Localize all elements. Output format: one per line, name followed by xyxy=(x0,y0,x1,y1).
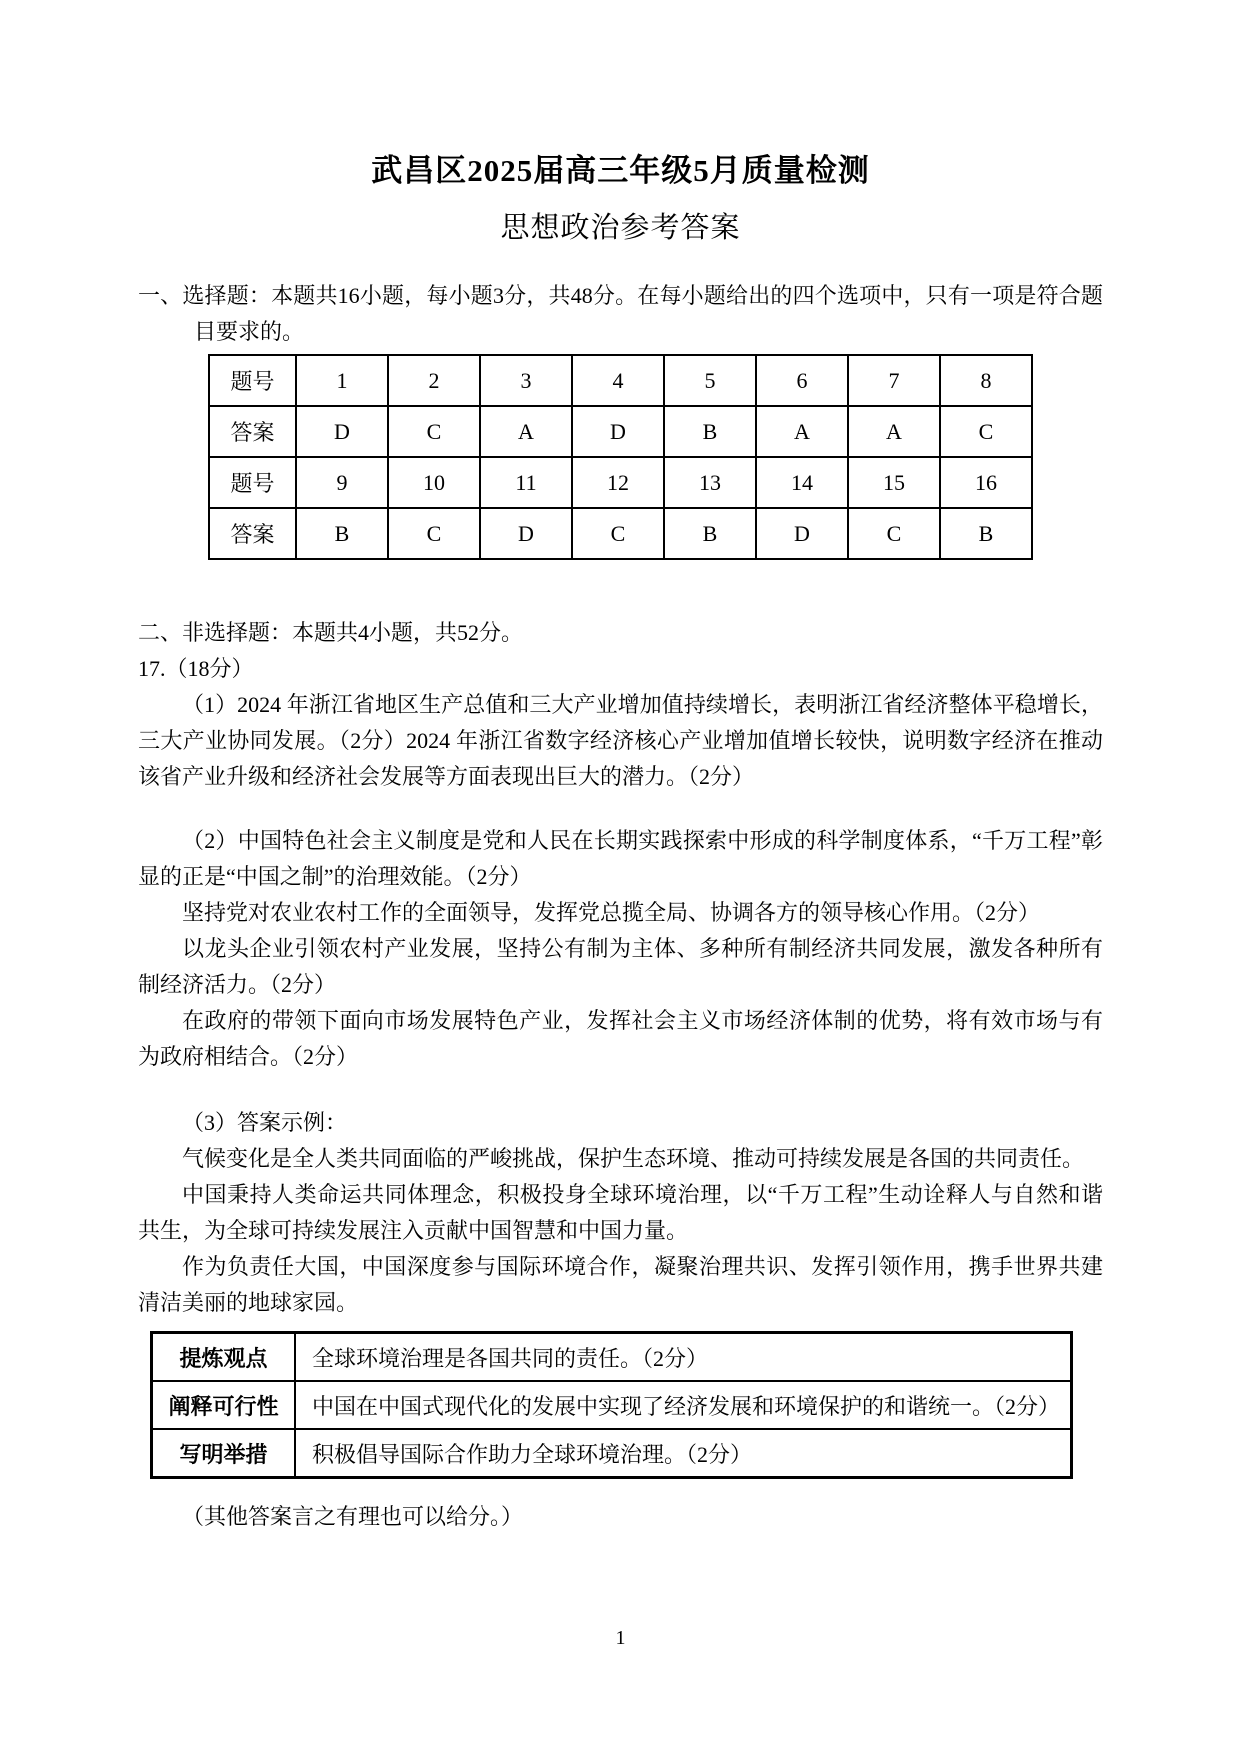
rubric-table xyxy=(150,1331,1073,1479)
answer-letter: C xyxy=(572,508,664,559)
choice-answer-table xyxy=(208,354,1033,560)
question-number: 16 xyxy=(940,457,1032,508)
answer-letter: B xyxy=(296,508,388,559)
answer-letter: A xyxy=(480,406,572,457)
row-header: 答案 xyxy=(209,508,296,559)
answer-17-part2-para4: 在政府的带领下面向市场发展特色产业，发挥社会主义市场经济体制的优势，将有效市场与有为政府相结合。（2分） xyxy=(138,1008,1103,1069)
answer-letter: A xyxy=(756,406,848,457)
question-number: 14 xyxy=(756,457,848,508)
table-row-measures xyxy=(152,1429,1072,1478)
answer-17-part3-para1: 气候变化是全人类共同面临的严峻挑战，保护生态环境、推动可持续发展是各国的共同责任。 xyxy=(182,1146,1085,1171)
question-number: 1 xyxy=(296,355,388,406)
rubric-label: 阐释可行性 xyxy=(152,1381,296,1429)
rubric-label: 提炼观点 xyxy=(152,1333,296,1382)
question-number: 15 xyxy=(848,457,940,508)
answer-letter: D xyxy=(756,508,848,559)
question-number: 4 xyxy=(572,355,664,406)
grading-note: （其他答案言之有理也可以给分。） xyxy=(182,1504,524,1529)
question-number: 9 xyxy=(296,457,388,508)
answer-letter: A xyxy=(848,406,940,457)
rubric-content: 全球环境治理是各国共同的责任。（2分） xyxy=(295,1333,1072,1382)
table-row-question-numbers-2 xyxy=(209,457,1032,508)
question-number: 11 xyxy=(480,457,572,508)
answer-17-part3-para3: 作为负责任大国，中国深度参与国际环境合作，凝聚治理共识、发挥引领作用，携手世界共建清洁美丽的地球家园。 xyxy=(138,1254,1103,1315)
answer-letter: C xyxy=(388,406,480,457)
row-header: 题号 xyxy=(209,355,296,406)
table-row-answers-2 xyxy=(209,508,1032,559)
question-number: 12 xyxy=(572,457,664,508)
row-header: 答案 xyxy=(209,406,296,457)
rubric-content: 中国在中国式现代化的发展中实现了经济发展和环境保护的和谐统一。（2分） xyxy=(295,1381,1072,1429)
answer-17-part2-para2: 坚持党对农业农村工作的全面领导，发挥党总揽全局、协调各方的领导核心作用。（2分） xyxy=(182,900,1041,925)
answer-letter: C xyxy=(940,406,1032,457)
table-row-viewpoint xyxy=(152,1333,1072,1382)
answer-letter: D xyxy=(296,406,388,457)
question-number: 10 xyxy=(388,457,480,508)
question-number: 3 xyxy=(480,355,572,406)
question-number: 13 xyxy=(664,457,756,508)
question-number: 8 xyxy=(940,355,1032,406)
answer-letter: B xyxy=(664,406,756,457)
question-number: 7 xyxy=(848,355,940,406)
answer-letter: C xyxy=(848,508,940,559)
table-row-question-numbers-1 xyxy=(209,355,1032,406)
section1-heading: 一、选择题：本题共16小题，每小题3分，共48分。在每小题给出的四个选项中，只有一项是符合题目要求的。 xyxy=(138,283,1103,344)
answer-letter: C xyxy=(388,508,480,559)
rubric-label: 写明举措 xyxy=(152,1429,296,1478)
section2-heading: 二、非选择题：本题共4小题，共52分。 xyxy=(138,620,524,645)
answer-17-part3-para2: 中国秉持人类命运共同体理念，积极投身全球环境治理，以“千万工程”生动诠释人与自然和谐共生，为全球可持续发展注入贡献中国智慧和中国力量。 xyxy=(138,1182,1103,1243)
document-title: 武昌区2025届高三年级5月质量检测 xyxy=(371,153,870,188)
answer-letter: D xyxy=(480,508,572,559)
table-row-answers-1 xyxy=(209,406,1032,457)
rubric-content: 积极倡导国际合作助力全球环境治理。（2分） xyxy=(295,1429,1072,1478)
document-subtitle: 思想政治参考答案 xyxy=(500,212,741,244)
table-row-feasibility xyxy=(152,1381,1072,1429)
answer-17-part2-para3: 以龙头企业引领农村产业发展，坚持公有制为主体、多种所有制经济共同发展，激发各种所有制经济活力。（2分） xyxy=(138,936,1103,997)
question-number: 2 xyxy=(388,355,480,406)
row-header: 题号 xyxy=(209,457,296,508)
question-number: 6 xyxy=(756,355,848,406)
page-number: 1 xyxy=(615,1627,626,1649)
question-number: 5 xyxy=(664,355,756,406)
answer-17-part3-label: （3）答案示例： xyxy=(182,1110,348,1135)
answer-letter: B xyxy=(940,508,1032,559)
answer-17-part1: （1）2024 年浙江省地区生产总值和三大产业增加值持续增长，表明浙江省经济整体平稳增长，三大产业协同发展。（2分）2024 年浙江省数字经济核心产业增加值增长较快，说明数字经济在推动该省产业升级和经济社会发展等方面表现出巨大的潜力。（2分） xyxy=(138,692,1103,789)
answer-letter: B xyxy=(664,508,756,559)
answer-letter: D xyxy=(572,406,664,457)
question-17-label: 17.（18分） xyxy=(138,656,254,681)
answer-17-part2-para1: （2）中国特色社会主义制度是党和人民在长期实践探索中形成的科学制度体系，“千万工程”彰显的正是“中国之制”的治理效能。（2分） xyxy=(138,828,1103,889)
